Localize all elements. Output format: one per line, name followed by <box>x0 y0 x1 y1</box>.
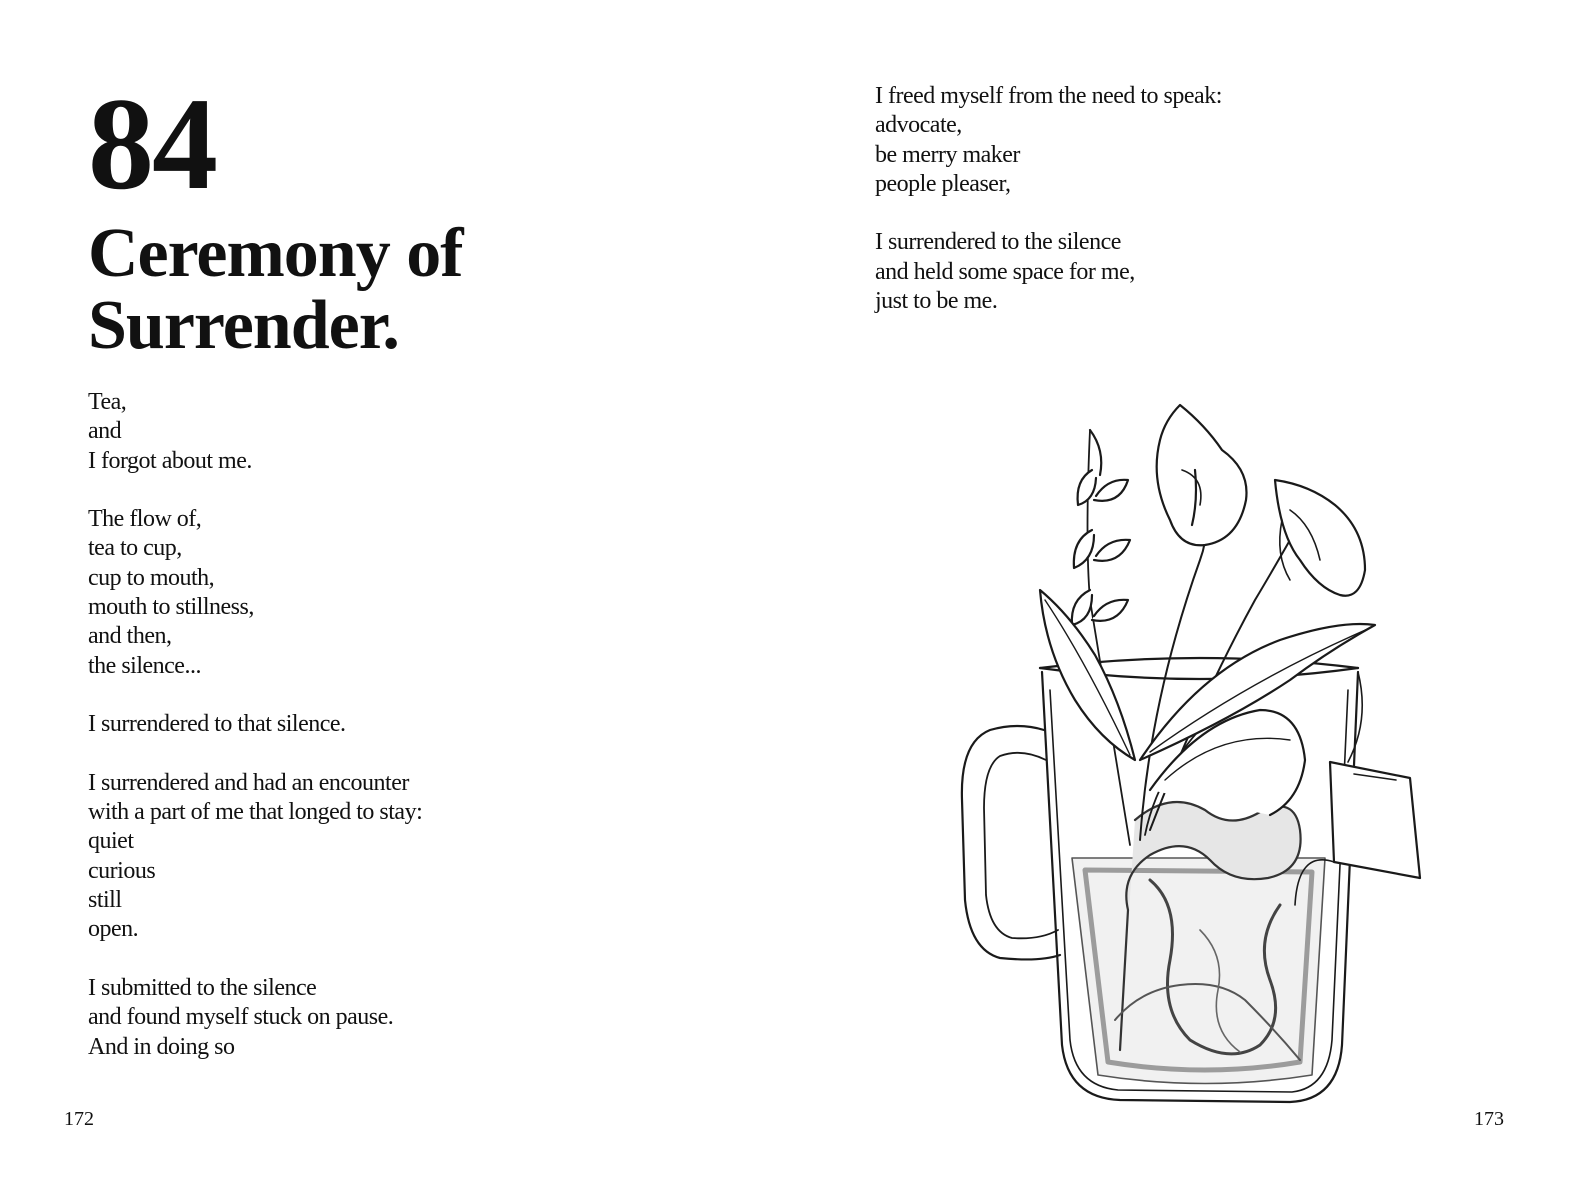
page-number-left: 172 <box>64 1108 94 1130</box>
verse-line: and <box>88 418 122 445</box>
verse-line: I submitted to the silence <box>88 974 317 1001</box>
verse-line: I forgot about me. <box>88 447 252 474</box>
page-number-right: 173 <box>1474 1108 1504 1130</box>
verse-line: and held some space for me, <box>875 258 1135 285</box>
stanza <box>875 228 1395 316</box>
verse-line: mouth to stillness, <box>88 594 254 621</box>
poem-title-line: Surrender. <box>88 287 399 364</box>
poem-title <box>88 215 608 364</box>
verse-line: I surrendered to that silence. <box>88 711 346 738</box>
verse-line: I freed myself from the need to speak: <box>875 83 1222 109</box>
poem-number: 84 <box>88 70 216 217</box>
stanza <box>88 505 608 681</box>
stanza <box>88 974 608 1062</box>
stanza <box>88 769 608 945</box>
verse-line: The flow of, <box>88 506 202 533</box>
verse-line: tea to cup, <box>88 535 182 562</box>
verse-line: I surrendered to the silence <box>875 229 1121 256</box>
stanza <box>88 710 608 739</box>
verse-line: advocate, <box>875 112 962 139</box>
verse-line: open. <box>88 916 139 943</box>
stanza <box>88 388 608 476</box>
verse-line: curious <box>88 857 156 884</box>
tea-mug-with-calla-lilies-icon <box>950 395 1440 1125</box>
stanza <box>875 82 1395 199</box>
verse-line: still <box>88 887 122 914</box>
verse-line: quiet <box>88 828 134 855</box>
verse-line: the silence... <box>88 652 201 679</box>
verse-line: Tea, <box>88 389 127 415</box>
verse-line: And in doing so <box>88 1033 235 1060</box>
poem-title-line: Ceremony of <box>88 215 463 292</box>
right-page-text <box>875 82 1395 346</box>
verse-line: and found myself stuck on pause. <box>88 1004 394 1031</box>
verse-line: people pleaser, <box>875 170 1011 197</box>
verse-line: cup to mouth, <box>88 564 215 591</box>
verse-line: be merry maker <box>875 141 1020 168</box>
left-page-text <box>88 388 608 1091</box>
verse-line: just to be me. <box>875 288 998 315</box>
verse-line: with a part of me that longed to stay: <box>88 799 423 826</box>
verse-line: and then, <box>88 623 172 650</box>
verse-line: I surrendered and had an encounter <box>88 769 409 796</box>
